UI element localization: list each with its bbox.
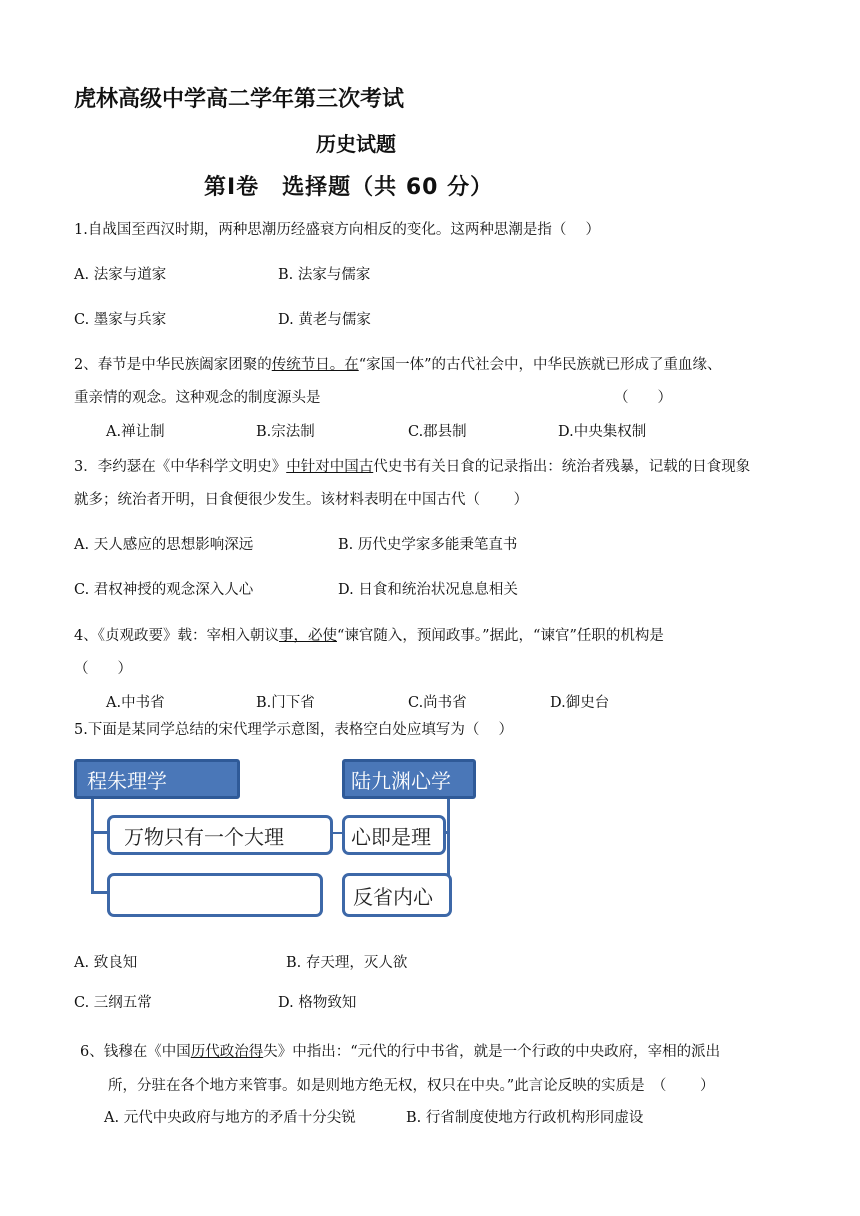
q1-option-d: D. 黄老与儒家 <box>278 312 371 328</box>
q2-option-c: C.郡县制 <box>408 424 467 440</box>
left-box-2-blank <box>107 873 323 917</box>
q3-option-d: D. 日食和统治状况息息相关 <box>338 582 518 598</box>
q2-answer-paren: （ ） <box>614 390 672 406</box>
q3-option-b: B. 历代史学家多能秉笔直书 <box>338 537 518 553</box>
right-header-label: 陆九渊心学 <box>351 768 451 793</box>
q2-option-a: A.禅让制 <box>106 424 165 440</box>
q5-option-c: C. 三纲五常 <box>74 995 152 1011</box>
q1-option-a: A. 法家与道家 <box>74 267 167 283</box>
q5-option-b: B. 存天理，灭人欲 <box>286 955 408 971</box>
left-header-cheng-zhu <box>74 759 240 799</box>
q3-stem-line1 <box>74 455 750 476</box>
q3-stem-part1: 3．李约瑟在《中华科学文明史》 <box>74 459 287 475</box>
q4-stem-underlined: 事，必使 <box>278 628 337 644</box>
left-box-1-label: 万物只有一个大理 <box>124 824 284 849</box>
q5-option-a: A. 致良知 <box>74 955 138 971</box>
q2-stem-part1: 2、春节是中华民族阖家团聚的 <box>74 357 272 373</box>
q6-stem-line2: 所，分驻在各个地方来管事。如是则地方绝无权，权只在中央。”此言论反映的实质是 （ ） <box>108 1078 715 1094</box>
left-box-1 <box>107 815 333 855</box>
right-box-2-label: 反省内心 <box>353 884 433 909</box>
q4-stem-part1: 4、《贞观政要》载：宰相入朝议 <box>74 628 279 644</box>
neo-confucianism-diagram <box>72 755 472 930</box>
q4-stem-part2: “谏官随入，预闻政事。”据此，“谏官”任职的机构是 <box>336 628 664 644</box>
q3-stem-underlined: 中针对中国古 <box>286 459 374 475</box>
right-box-1 <box>342 815 446 855</box>
q6-stem-part1: 6、钱穆在《中国 <box>80 1044 191 1060</box>
q4-stem-line1 <box>74 624 664 645</box>
q5-stem: 5.下面是某同学总结的宋代理学示意图，表格空白处应填写为（ ） <box>74 722 513 738</box>
q1-option-b: B. 法家与儒家 <box>278 267 371 283</box>
q4-option-a: A.中书省 <box>106 695 165 711</box>
q6-stem-part2: 失》中指出：“元代的行中书省，就是一个行政的中央政府，宰相的派出 <box>263 1044 721 1060</box>
q2-stem-line1 <box>74 353 722 374</box>
q4-answer-paren: （ ） <box>74 661 132 677</box>
exam-subject-title: 历史试题 <box>316 132 396 156</box>
connector-to-left-box-2 <box>91 891 107 894</box>
left-header-label: 程朱理学 <box>87 768 167 793</box>
q6-option-b: B. 行省制度使地方行政机构形同虚设 <box>406 1110 644 1126</box>
q1-option-c: C. 墨家与兵家 <box>74 312 167 328</box>
q2-stem-line2: 重亲情的观念。这种观念的制度源头是 <box>74 390 321 406</box>
right-box-2 <box>342 873 452 917</box>
section-title: 第Ⅰ卷 选择题（共 60 分） <box>204 175 494 200</box>
q2-stem-part2: “家国一体”的古代社会中，中华民族就已形成了重血缘、 <box>358 357 722 373</box>
q3-option-a: A. 天人感应的思想影响深远 <box>74 537 254 553</box>
q5-option-d: D. 格物致知 <box>278 995 357 1011</box>
q2-option-b: B.宗法制 <box>256 424 315 440</box>
q1-stem: 1.自战国至西汉时期，两种思潮历经盛衰方向相反的变化。这两种思潮是指（ ） <box>74 222 600 238</box>
q3-option-c: C. 君权神授的观念深入人心 <box>74 582 254 598</box>
q2-stem-underlined: 传统节日。在 <box>271 357 359 373</box>
q2-option-d: D.中央集权制 <box>558 424 647 440</box>
q4-option-d: D.御史台 <box>550 695 610 711</box>
q3-stem-part2: 代史书有关日食的记录指出：统治者残暴，记载的日食现象 <box>373 459 751 475</box>
left-vertical-connector <box>91 799 94 894</box>
q6-stem-line1 <box>80 1040 720 1061</box>
q6-option-a: A. 元代中央政府与地方的矛盾十分尖锐 <box>104 1110 356 1126</box>
q6-stem-underlined: 历代政治得 <box>190 1044 264 1060</box>
right-box-1-label: 心即是理 <box>351 824 431 849</box>
q4-option-b: B.门下省 <box>256 695 315 711</box>
q4-option-c: C.尚书省 <box>408 695 467 711</box>
connector-to-left-box-1 <box>91 831 107 834</box>
exam-school-title: 虎林高级中学高二学年第三次考试 <box>74 87 405 112</box>
right-header-lu-jiuyuan <box>342 759 476 799</box>
q3-stem-line2: 就多；统治者开明，日食便很少发生。该材料表明在中国古代（ ） <box>74 492 529 508</box>
